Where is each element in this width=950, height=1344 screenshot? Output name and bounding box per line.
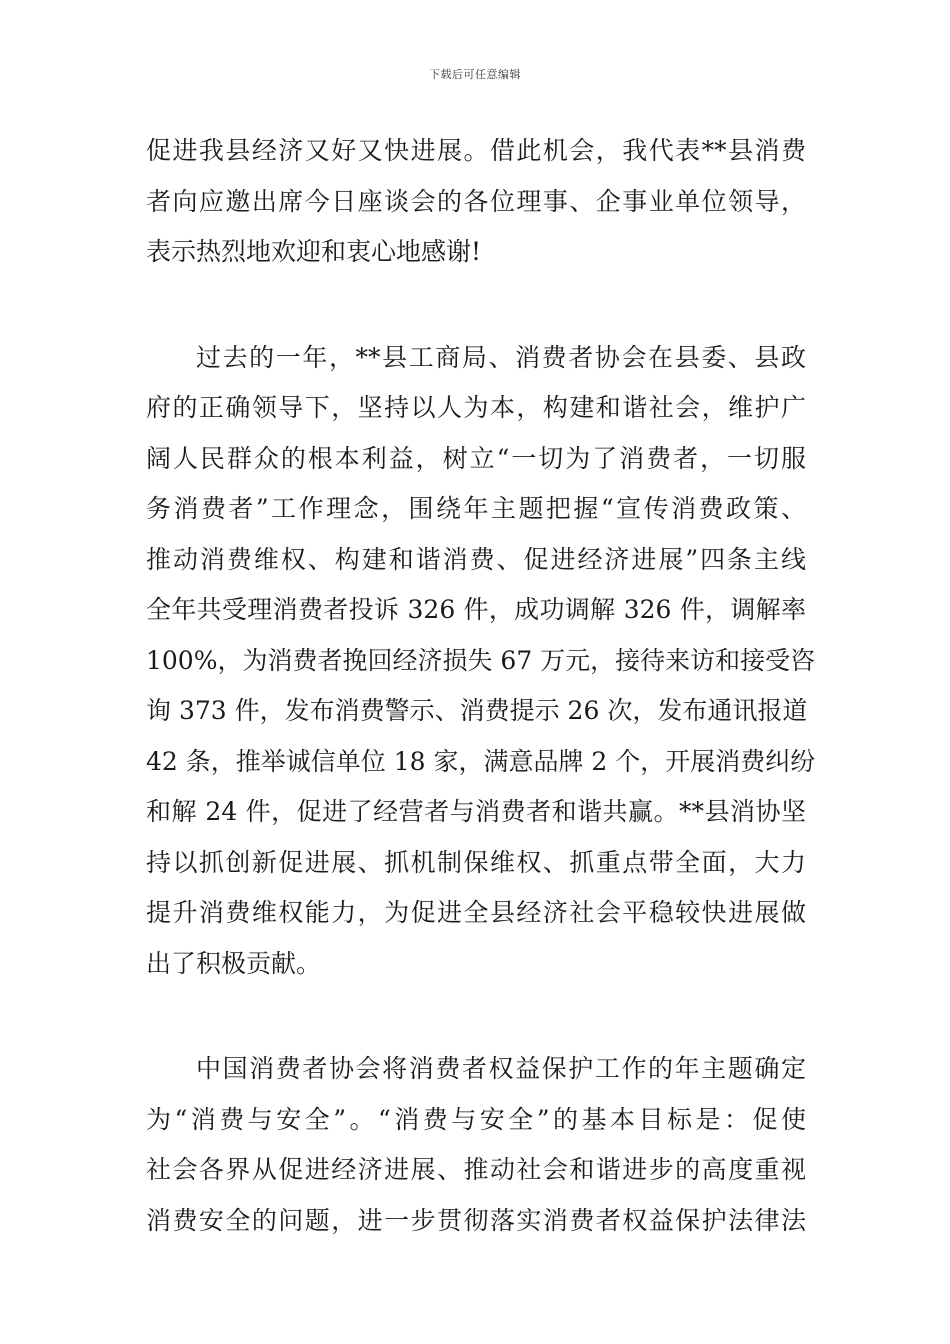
paragraph-3 xyxy=(146,1044,806,1246)
text-line: 表示热烈地欢迎和衷心地感谢! xyxy=(146,237,482,266)
text-line: 促进我县经济又好又快进展。借此机会，我代表**县消费 xyxy=(146,136,806,165)
text-line: 者向应邀出席今日座谈会的各位理事、企事业单位领导， xyxy=(146,186,806,216)
text-line: 中国消费者协会将消费者权益保护工作的年主题确定 xyxy=(196,1054,806,1083)
text-line: 42 条，推举诚信单位 18 家，满意品牌 2 个，开展消费纠纷 xyxy=(146,746,816,776)
text-line: 为“消费与安全”。“消费与安全”的基本目标是：促使 xyxy=(146,1104,806,1134)
text-line: 提升消费维权能力，为促进全县经济社会平稳较快进展做 xyxy=(146,898,806,927)
paragraph-gap xyxy=(146,278,806,333)
text-line: 出了积极贡献。 xyxy=(146,948,322,978)
text-line: 推动消费维权、构建和谐消费、促进经济进展”四条主线 xyxy=(146,544,806,574)
text-line: 询 373 件，发布消费警示、消费提示 26 次，发布通讯报道 xyxy=(146,696,808,725)
text-line: 持以抓创新促进展、抓机制保维权、抓重点带全面，大力 xyxy=(146,847,806,877)
text-line: 全年共受理消费者投诉 326 件，成功调解 326 件，调解率 xyxy=(146,595,806,624)
document-body xyxy=(146,126,816,1246)
paragraph-2 xyxy=(146,333,816,990)
text-line: 100%，为消费者挽回经济损失 67 万元，接待来访和接受咨 xyxy=(146,645,816,675)
text-line: 府的正确领导下，坚持以人为本，构建和谐社会，维护广 xyxy=(146,393,806,422)
text-line: 过去的一年，**县工商局、消费者协会在县委、县政 xyxy=(196,342,806,372)
text-line: 务消费者”工作理念，围绕年主题把握“宣传消费政策、 xyxy=(146,494,806,523)
page-header-note: 下载后可任意编辑 xyxy=(429,68,521,81)
paragraph-1 xyxy=(146,126,806,278)
paragraph-gap xyxy=(146,989,806,1044)
text-line: 社会各界从促进经济进展、推动社会和谐进步的高度重视 xyxy=(146,1155,806,1184)
text-line: 消费安全的问题，进一步贯彻落实消费者权益保护法律法 xyxy=(146,1205,806,1235)
text-line: 阔人民群众的根本利益，树立“一切为了消费者，一切服 xyxy=(146,443,806,473)
text-line: 和解 24 件，促进了经营者与消费者和谐共赢。**县消协坚 xyxy=(146,797,806,826)
